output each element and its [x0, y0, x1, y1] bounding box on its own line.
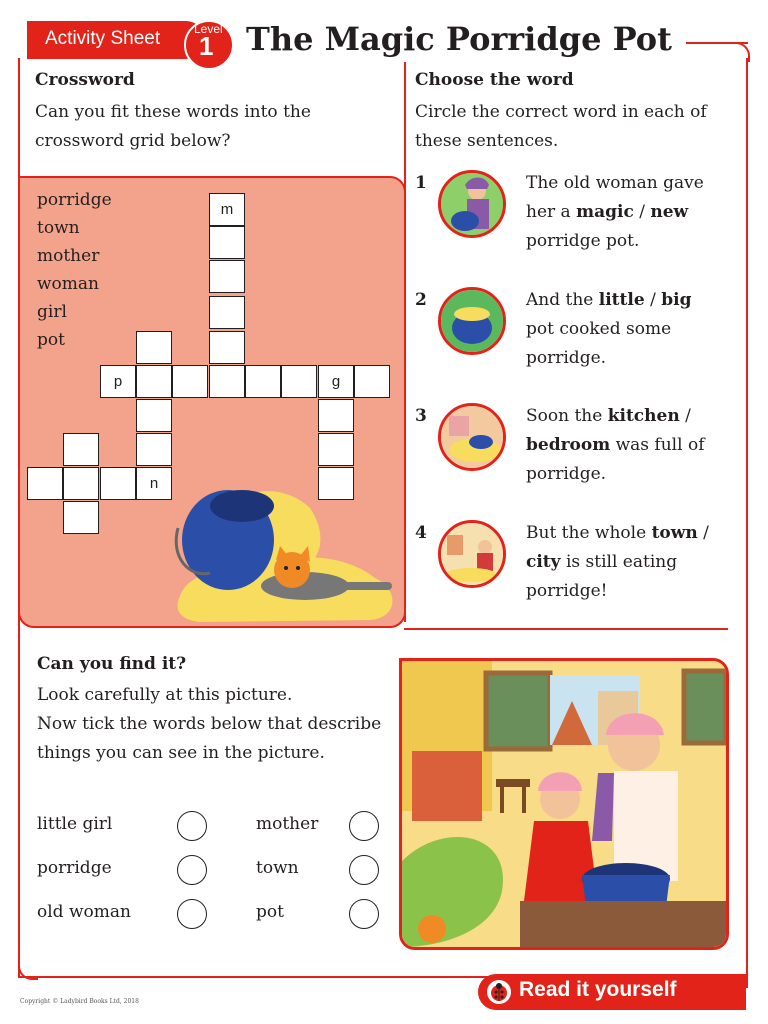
sentence-line — [526, 431, 738, 460]
town-image — [441, 523, 503, 585]
word-list-item: girl — [37, 302, 67, 322]
tick-circle[interactable] — [349, 811, 379, 841]
sentence-text: But the whole — [526, 523, 652, 543]
option-separator: / — [679, 406, 691, 426]
instructions-line: crossword grid below? — [35, 131, 231, 151]
pot-thumbnail — [438, 287, 506, 355]
grid-cell[interactable] — [136, 331, 172, 364]
grid-cell[interactable] — [63, 467, 99, 500]
item-number: 3 — [415, 406, 427, 426]
instructions-line: these sentences. — [415, 131, 559, 151]
instructions-line: Look carefully at this picture. — [37, 685, 293, 705]
grid-cell[interactable] — [136, 399, 172, 432]
crossword-instructions — [35, 98, 311, 156]
sentence-2 — [526, 286, 738, 373]
sentence-text: Soon the — [526, 406, 608, 426]
ladybird-logo-icon — [487, 980, 511, 1004]
word-list — [37, 186, 112, 354]
grid-cell[interactable] — [136, 433, 172, 466]
grid-cell[interactable]: p — [100, 365, 136, 398]
sentence-4 — [526, 519, 738, 606]
level-label: Level — [194, 22, 223, 36]
item-number: 1 — [415, 173, 427, 193]
tick-word: pot — [256, 902, 284, 922]
word-list-item: mother — [37, 246, 100, 266]
sentence-1 — [526, 169, 738, 256]
choose-instructions — [415, 98, 707, 156]
grid-cell[interactable]: g — [318, 365, 354, 398]
grid-cell[interactable] — [245, 365, 281, 398]
instructions-line: Now tick the words below that describe — [37, 714, 382, 734]
sentence-line — [526, 548, 738, 577]
porridge-pot-illustration — [170, 478, 402, 624]
word-list-item: pot — [37, 330, 65, 350]
tick-circle[interactable] — [177, 899, 207, 929]
tick-circle[interactable] — [349, 899, 379, 929]
sentence-line: porridge. — [526, 348, 607, 368]
find-instructions — [37, 681, 381, 768]
grid-cell[interactable] — [209, 226, 245, 259]
section-divider — [404, 628, 728, 630]
old-woman-image — [441, 173, 503, 235]
option-separator: / — [644, 290, 662, 310]
instructions-line: Can you fit these words into the — [35, 102, 311, 122]
pot-image — [441, 290, 503, 352]
sentence-line: pot cooked some — [526, 319, 672, 339]
option-separator: / — [697, 523, 709, 543]
word-list-item: woman — [37, 274, 99, 294]
grid-cell[interactable] — [100, 467, 136, 500]
find-heading: Can you find it? — [37, 654, 187, 674]
sentence-text: her a — [526, 202, 577, 222]
word-option[interactable]: magic — [576, 202, 634, 222]
tick-word: old woman — [37, 902, 131, 922]
instructions-line: things you can see in the picture. — [37, 743, 325, 763]
copyright-notice: Copyright © Ladybird Books Ltd, 2018 — [20, 998, 139, 1005]
sentence-3 — [526, 402, 738, 489]
word-option[interactable]: big — [661, 290, 692, 310]
tick-word: little girl — [37, 814, 113, 834]
sentence-line — [526, 286, 738, 315]
tick-circle[interactable] — [177, 811, 207, 841]
kitchen-thumbnail — [438, 403, 506, 471]
kitchen-image — [441, 406, 503, 468]
grid-cell[interactable] — [63, 501, 99, 534]
sentence-line: porridge pot. — [526, 231, 640, 251]
word-option[interactable]: kitchen — [607, 406, 680, 426]
item-number: 2 — [415, 290, 427, 310]
grid-cell[interactable] — [318, 433, 354, 466]
grid-cell[interactable] — [354, 365, 390, 398]
word-option[interactable]: new — [650, 202, 689, 222]
tick-word: porridge — [37, 858, 112, 878]
word-option[interactable]: bedroom — [526, 435, 611, 455]
grid-cell[interactable] — [209, 331, 245, 364]
frame-line — [746, 58, 748, 988]
grid-cell[interactable] — [281, 365, 317, 398]
sentence-line — [526, 198, 738, 227]
grid-cell[interactable] — [172, 365, 208, 398]
choose-heading: Choose the word — [415, 70, 574, 90]
tick-circle[interactable] — [349, 855, 379, 885]
sentence-text: was full of — [610, 435, 705, 455]
sentence-line: porridge! — [526, 581, 608, 601]
level-number: 1 — [199, 31, 214, 61]
word-option[interactable]: town — [651, 523, 698, 543]
grid-cell[interactable] — [209, 260, 245, 293]
grid-cell[interactable]: n — [136, 467, 172, 500]
instructions-line: Circle the correct word in each of — [415, 102, 707, 122]
grid-cell[interactable] — [27, 467, 63, 500]
old-woman-thumbnail — [438, 170, 506, 238]
sentence-line — [526, 402, 738, 431]
activity-sheet-label: Activity Sheet — [45, 28, 161, 49]
tick-word: town — [256, 858, 299, 878]
grid-cell[interactable] — [209, 365, 245, 398]
tick-word: mother — [256, 814, 319, 834]
word-option[interactable]: city — [526, 552, 561, 572]
tick-circle[interactable] — [177, 855, 207, 885]
word-list-item: town — [37, 218, 80, 238]
kitchen-scene-image — [402, 661, 726, 947]
kitchen-scene-picture — [399, 658, 729, 950]
grid-cell[interactable]: m — [209, 193, 245, 226]
sentence-line: The old woman gave — [526, 173, 704, 193]
sentence-line — [526, 519, 738, 548]
sentence-text: And the — [526, 290, 599, 310]
word-list-item: porridge — [37, 190, 112, 210]
town-thumbnail — [438, 520, 506, 588]
grid-cell[interactable] — [136, 365, 172, 398]
footer-brand-text: Read it yourself — [519, 978, 677, 1001]
crossword-heading: Crossword — [35, 70, 135, 90]
sentence-text: is still eating — [560, 552, 678, 572]
grid-cell[interactable] — [63, 433, 99, 466]
grid-cell[interactable] — [209, 296, 245, 329]
word-option[interactable]: little — [598, 290, 645, 310]
item-number: 4 — [415, 523, 427, 543]
sentence-line: porridge. — [526, 464, 607, 484]
frame-line — [18, 976, 488, 978]
ladybird-icon — [487, 980, 511, 1004]
grid-cell[interactable] — [318, 399, 354, 432]
option-separator: / — [633, 202, 651, 222]
page-title: The Magic Porridge Pot — [246, 20, 672, 58]
